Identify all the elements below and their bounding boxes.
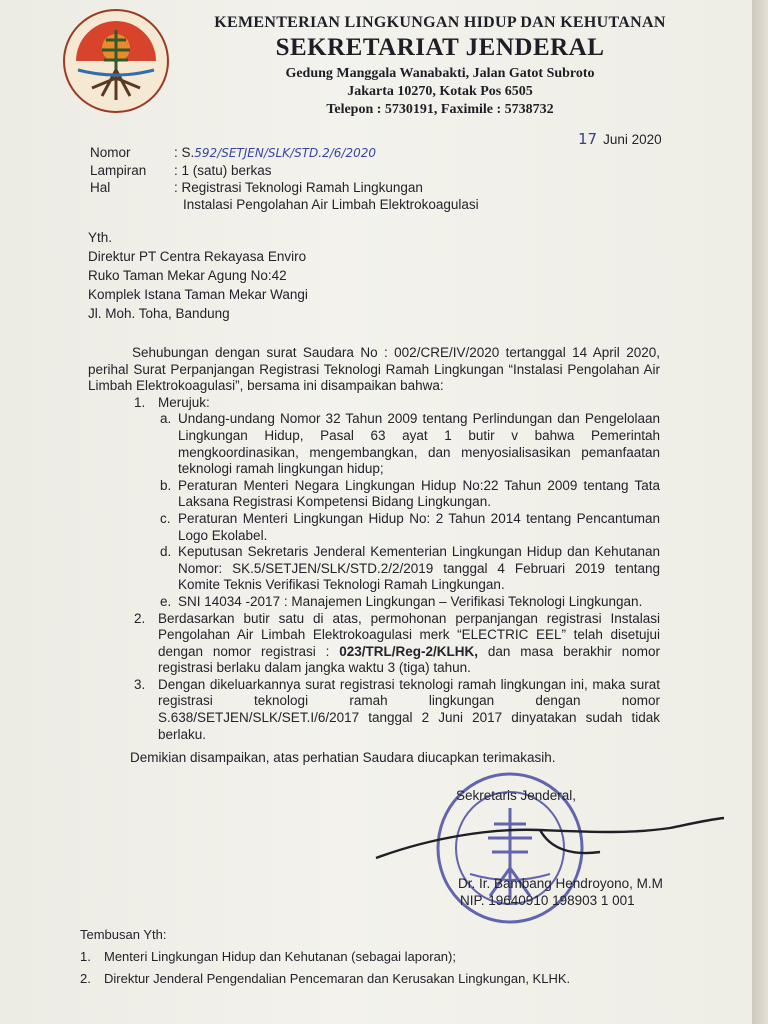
- lampiran-label: Lampiran: [90, 163, 147, 178]
- sub-item-d: Keputusan Sekretaris Jenderal Kementerian Lingkungan Hidup dan Kehutanan Nomor: SK.5/SETJEN/SLK/STD.2/2/2019 tanggal 4 Februari 2019 tentang Komite Teknis Verifikasi Teknologi Ramah Lingkungan.: [178, 544, 660, 593]
- recipient-line-1: Direktur PT Centra Rekayasa Enviro: [88, 249, 307, 264]
- cc-title: Tembusan Yth:: [80, 927, 167, 942]
- ministry-logo: [62, 8, 170, 114]
- closing-text: Demikian disampaikan, atas perhatian Saudara diucapkan terimakasih.: [130, 750, 556, 765]
- signatory-title: Sekretaris Jenderal,: [456, 788, 577, 803]
- lampiran-value: : 1 (satu) berkas: [174, 163, 272, 178]
- item-3: Dengan dikeluarkannya surat registrasi teknologi ramah lingkungan ini, maka surat registrasi teknologi ramah lingkungan dengan nomor S.638/SETJEN/SLK/SET.I/6/2017 tanggal 2 Juni 2017 dinyatakan sudah tidak berlaku.: [158, 676, 660, 742]
- letter-meta: [90, 144, 479, 213]
- recipient-line-2: Ruko Taman Mekar Agung No:42: [88, 268, 287, 283]
- office-address: Gedung Manggala Wanabakti, Jalan Gatot Subroto: [285, 66, 595, 81]
- item-2: Berdasarkan butir satu di atas, permohonan perpanjangan registrasi Instalasi Pengolahan Air Limbah Elektrokoagulasi merk “ELECTRIC EEL” telah disetujui dengan nomor registrasi : 023/TRL/Reg-2/KLHK, dan masa berakhir nomor registrasi berlaku dalam jangka waktu 3 (tiga) tahun.: [158, 610, 660, 676]
- office-name: SEKRETARIAT JENDERAL: [275, 34, 605, 61]
- ministry-name: KEMENTERIAN LINGKUNGAN HIDUP DAN KEHUTANAN: [214, 14, 666, 31]
- sub-item-b: Peraturan Menteri Negara Lingkungan Hidup No:22 Tahun 2009 tentang Tata Laksana Registrasi Kompetensi Bidang Lingkungan.: [178, 477, 660, 510]
- intro-paragraph: Sehubungan dengan surat Saudara No : 002/CRE/IV/2020 tertanggal 14 April 2020, perihal Surat Perpanjangan Registrasi Teknologi Ramah Lingkungan “Instalasi Pengolahan Air Limbah Elektrokoagulasi”, bersama ini disampaikan bahwa:: [88, 345, 660, 394]
- office-postal: Jakarta 10270, Kotak Pos 6505: [347, 84, 533, 99]
- hal-value: : Registrasi Teknologi Ramah Lingkungan: [174, 180, 423, 195]
- office-phone: Telepon : 5730191, Faximile : 5738732: [326, 102, 554, 117]
- nomor-prefix: : S.: [174, 145, 195, 160]
- registration-number: 023/TRL/Reg-2/KLHK,: [339, 643, 479, 659]
- signatory-name: Dr. Ir. Bambang Hendroyono, M.M: [458, 876, 663, 891]
- hal-value-2: Instalasi Pengolahan Air Limbah Elektrokoagulasi: [183, 197, 479, 212]
- cc-item: Menteri Lingkungan Hidup dan Kehutanan (sebagai laporan);: [104, 949, 456, 964]
- carbon-copy: Tembusan Yth: 1. Menteri Lingkungan Hidup dan Kehutanan (sebagai laporan); 2. Direktur Jenderal Pengendalian Pencemaran dan Kerusakan Lingkungan, KLHK.: [80, 924, 570, 990]
- item-1: Merujuk:: [158, 394, 210, 410]
- hal-label: Hal: [90, 180, 111, 195]
- sub-item-c: Peraturan Menteri Lingkungan Hidup No: 2 Tahun 2014 tentang Pencantuman Logo Ekolabel.: [178, 510, 660, 543]
- nomor-handwritten: 592/SETJEN/SLK/STD.2/6/2020: [194, 146, 376, 160]
- signatory-nip: NIP. 19640910 198903 1 001: [460, 893, 635, 908]
- sub-item-e: SNI 14034 -2017 : Manajemen Lingkungan – Verifikasi Teknologi Lingkungan.: [178, 593, 643, 609]
- recipient-address: [88, 228, 308, 323]
- sub-item-a: Undang-undang Nomor 32 Tahun 2009 tentang Perlindungan dan Pengelolaan Lingkungan Hidup, Pasal 63 ayat 1 butir v bahwa Pemerintah mengkoordinasikan, mengembangkan, dan menyosialisasikan pemanfaatan teknologi ramah lingkungan hidup;: [178, 411, 660, 477]
- cc-item: Direktur Jenderal Pengendalian Pencemaran dan Kerusakan Lingkungan, KLHK.: [104, 971, 571, 986]
- date-day-handwritten: 17: [578, 130, 598, 148]
- nomor-label: Nomor: [90, 145, 131, 160]
- paper-edge: [752, 0, 768, 1024]
- recipient-line-4: Jl. Moh. Toha, Bandung: [88, 306, 230, 321]
- letter-date: [578, 130, 662, 148]
- letterhead: [190, 14, 690, 118]
- letter-body: Sehubungan dengan surat Saudara No : 002/CRE/IV/2020 tertanggal 14 April 2020, perihal Surat Perpanjangan Registrasi Teknologi Ramah Lingkungan “Instalasi Pengolahan Air Limbah Elektrokoagulasi”, bersama ini disampaikan bahwa: 1. Merujuk: a. Undang-undang Nomor 32 Tahun 2009 tentang Perlindungan dan Pengelolaan Lingkungan Hidup, Pasal 63 ayat 1 butir v bahwa Pemerintah mengkoordinasikan, mengembangkan, dan menyosialisasikan pemanfaatan teknologi ramah lingkungan hidup; b. Peraturan Menteri Negara Lingkungan Hidup No:22 Tahun 2009 tentang Tata Laksana Registrasi Kompetensi Bidang Lingkungan. c. Peraturan Menteri Lingkungan Hidup No: 2 Tahun 2014 tentang Pencantuman Logo Ekolabel. d. Keputusan Sekretaris Jenderal Kementerian Lingkungan Hidup dan Kehutanan Nomor: SK.5/SETJEN/SLK/STD.2/2/2019 tanggal 4 Februari 2019 tentang Komite Teknis Verifikasi Teknologi Ramah Lingkungan. e. SNI 14034 -2017 : Manajemen Lingkungan – Verifikasi Teknologi Lingkungan. 2. Berdasarkan butir satu di atas, permohonan perpanjangan registrasi Instalasi Pengolahan Air Limbah Elektrokoagulasi merk “ELECTRIC EEL” telah disetujui dengan nomor registrasi : 023/TRL/Reg-2/KLHK, dan masa berakhir nomor registrasi berlaku dalam jangka waktu 3 (tiga) tahun. 3. Dengan dikeluarkannya surat registrasi teknologi ramah lingkungan ini, maka surat registrasi teknologi ramah lingkungan dengan nomor S.638/SETJEN/SLK/SET.I/6/2017 tanggal 2 Juni 2017 dinyatakan sudah tidak berlaku.: [88, 345, 660, 742]
- recipient-line-3: Komplek Istana Taman Mekar Wangi: [88, 287, 308, 302]
- yth-label: Yth.: [88, 230, 113, 245]
- date-month-year: Juni 2020: [603, 132, 662, 147]
